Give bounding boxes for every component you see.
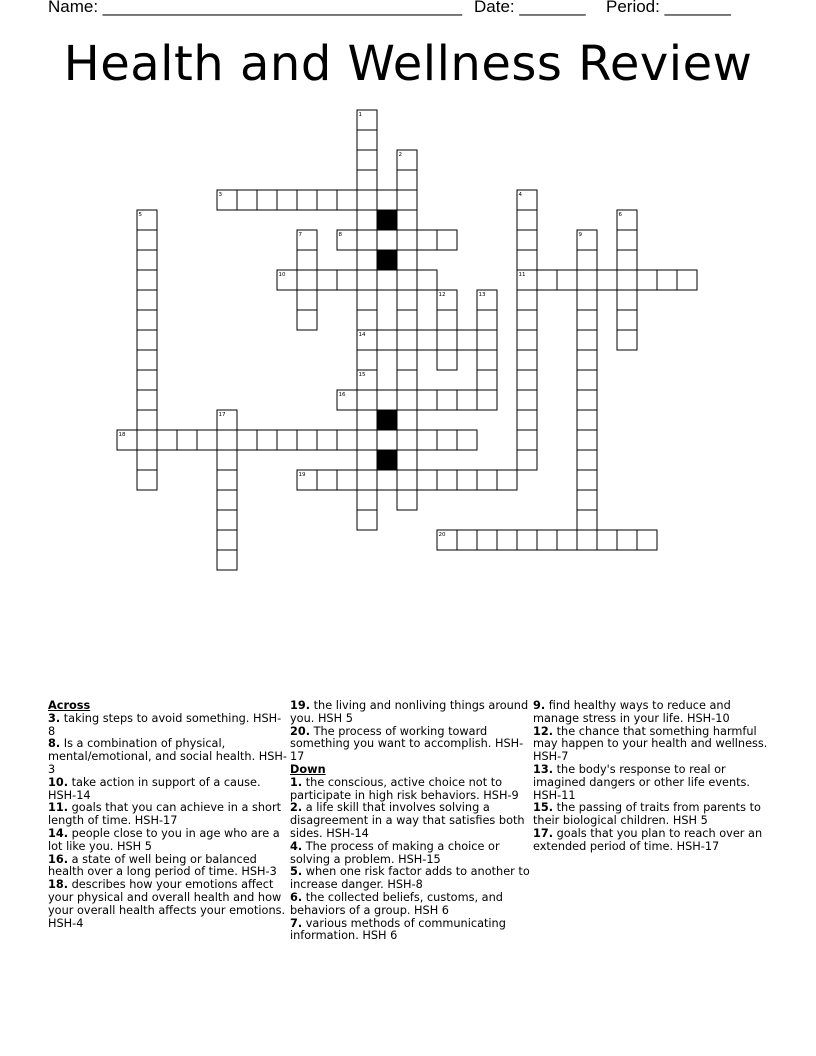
- grid-cell[interactable]: [517, 530, 537, 550]
- grid-cell[interactable]: [617, 230, 637, 250]
- grid-cell[interactable]: [297, 310, 317, 330]
- grid-cell[interactable]: [337, 270, 357, 290]
- grid-cell[interactable]: [357, 150, 377, 170]
- grid-cell[interactable]: [317, 270, 337, 290]
- grid-cell[interactable]: [297, 270, 317, 290]
- grid-cell[interactable]: [137, 270, 157, 290]
- grid-cell[interactable]: [317, 190, 337, 210]
- clue-num: 1.: [290, 775, 303, 789]
- grid-cell[interactable]: [617, 330, 637, 350]
- clue: [290, 777, 530, 803]
- grid-cell[interactable]: [357, 130, 377, 150]
- grid-cell[interactable]: [197, 430, 217, 450]
- grid-cell[interactable]: [337, 470, 357, 490]
- grid-cell[interactable]: [477, 370, 497, 390]
- grid-cell[interactable]: [577, 370, 597, 390]
- grid-cell[interactable]: [337, 430, 357, 450]
- clue: [48, 738, 288, 776]
- clue-text: the conscious, active choice not to participate in high risk behaviors. HSH-9: [290, 775, 519, 802]
- grid-cell[interactable]: [137, 390, 157, 410]
- grid-cell[interactable]: [357, 470, 377, 490]
- grid-cell[interactable]: [477, 310, 497, 330]
- clue-num: 2.: [290, 801, 303, 815]
- grid-cell[interactable]: [397, 350, 417, 370]
- clue: [533, 828, 773, 854]
- grid-cell[interactable]: [237, 430, 257, 450]
- grid-cell[interactable]: [557, 270, 577, 290]
- clue-text: people close to you in age who are a lot like you. HSH 5: [48, 826, 280, 853]
- grid-cell[interactable]: [377, 470, 397, 490]
- grid-cell[interactable]: [377, 330, 397, 350]
- clue-text: The process of making a choice or solving a problem. HSH-15: [290, 839, 500, 866]
- grid-cell[interactable]: [397, 310, 417, 330]
- clue-num: 10.: [48, 775, 69, 789]
- grid-cell[interactable]: [477, 530, 497, 550]
- clue-num: 4.: [290, 839, 303, 853]
- grid-cell[interactable]: [397, 250, 417, 270]
- grid-cell[interactable]: [357, 270, 377, 290]
- grid-cell[interactable]: [677, 270, 697, 290]
- grid-cell[interactable]: [357, 510, 377, 530]
- grid-cell[interactable]: [477, 350, 497, 370]
- grid-cell[interactable]: [357, 350, 377, 370]
- clue: [533, 700, 773, 726]
- clue-text: a state of well being or balanced health over a long period of time. HSH-3: [48, 852, 277, 879]
- clue-num: 11.: [48, 801, 69, 815]
- grid-cell[interactable]: [517, 290, 537, 310]
- grid-cell[interactable]: [217, 470, 237, 490]
- clues-column-2: [290, 700, 530, 943]
- clue: [48, 802, 288, 828]
- clue-num: 16.: [48, 852, 69, 866]
- grid-cell[interactable]: [217, 450, 237, 470]
- grid-cell[interactable]: [457, 330, 477, 350]
- date-field[interactable]: Date: _______: [474, 0, 586, 16]
- grid-cell[interactable]: [377, 270, 397, 290]
- grid-cell-shaded: [377, 250, 397, 270]
- clue: [290, 726, 530, 764]
- grid-cell[interactable]: [217, 550, 237, 570]
- grid-cell[interactable]: [577, 430, 597, 450]
- grid-cell[interactable]: [397, 470, 417, 490]
- grid-cell[interactable]: [137, 330, 157, 350]
- clue: [290, 892, 530, 918]
- grid-cell[interactable]: [557, 530, 577, 550]
- grid-cell[interactable]: [497, 470, 517, 490]
- clue-number: 8: [338, 232, 342, 238]
- grid-cell[interactable]: [457, 390, 477, 410]
- clue-text: the collected beliefs, customs, and behaviors of a group. HSH 6: [290, 890, 503, 917]
- grid-cell[interactable]: [517, 350, 537, 370]
- clue-num: 18.: [48, 878, 69, 892]
- clue: [290, 841, 530, 867]
- clue-number: 4: [518, 192, 522, 198]
- clue-text: goals that you can achieve in a short length of time. HSH-17: [48, 801, 282, 828]
- grid-cell[interactable]: [577, 410, 597, 430]
- grid-cell[interactable]: [357, 170, 377, 190]
- grid-cell-shaded: [377, 450, 397, 470]
- grid-cell[interactable]: [397, 390, 417, 410]
- grid-cell[interactable]: [397, 330, 417, 350]
- clue-number: 5: [138, 212, 142, 218]
- clue-text: the chance that something harmful may happen to your health and wellness. HSH-7: [533, 724, 768, 764]
- clue-number: 17: [218, 412, 226, 418]
- grid-cell[interactable]: [157, 430, 177, 450]
- clue-text: Is a combination of physical, mental/emotional, and social health. HSH-3: [48, 737, 287, 776]
- clue-text: the living and nonliving things around you. HSH 5: [290, 699, 529, 725]
- grid-cell[interactable]: [617, 270, 637, 290]
- grid-cell[interactable]: [477, 470, 497, 490]
- grid-cell[interactable]: [577, 390, 597, 410]
- grid-cell[interactable]: [577, 330, 597, 350]
- grid-cell[interactable]: [577, 510, 597, 530]
- name-field[interactable]: Name: ______________________________________: [48, 0, 463, 16]
- clue: [48, 713, 288, 739]
- grid-cell[interactable]: [517, 330, 537, 350]
- grid-cell[interactable]: [137, 310, 157, 330]
- grid-cell[interactable]: [397, 430, 417, 450]
- grid-cell[interactable]: [417, 230, 437, 250]
- grid-cell[interactable]: [397, 190, 417, 210]
- clue: [533, 726, 773, 764]
- grid-cell[interactable]: [577, 270, 597, 290]
- grid-cell[interactable]: [417, 270, 437, 290]
- grid-cell[interactable]: [397, 170, 417, 190]
- clue-text: The process of working toward something you want to accomplish. HSH-17: [290, 724, 524, 764]
- grid-cell[interactable]: [217, 430, 237, 450]
- clue-text: when one risk factor adds to another to increase danger. HSH-8: [290, 865, 530, 892]
- clue: [290, 866, 530, 892]
- clue: [290, 918, 530, 944]
- grid-cell[interactable]: [637, 270, 657, 290]
- clue: [533, 764, 773, 802]
- clue-number: 2: [398, 152, 402, 158]
- grid-cell[interactable]: [437, 350, 457, 370]
- clue-number: 6: [618, 212, 622, 218]
- grid-cell[interactable]: [217, 530, 237, 550]
- grid-cell[interactable]: [137, 430, 157, 450]
- clue-text: the passing of traits from parents to their biological children. HSH 5: [533, 801, 761, 828]
- grid-cell[interactable]: [357, 210, 377, 230]
- grid-cell[interactable]: [137, 290, 157, 310]
- grid-cell[interactable]: [357, 250, 377, 270]
- grid-cell[interactable]: [517, 370, 537, 390]
- grid-cell[interactable]: [357, 230, 377, 250]
- grid-cell[interactable]: [277, 190, 297, 210]
- clue-num: 20.: [290, 724, 311, 738]
- clue: [48, 828, 288, 854]
- grid-cell[interactable]: [617, 250, 637, 270]
- clue-num: 5.: [290, 865, 303, 879]
- grid-cell[interactable]: [417, 470, 437, 490]
- grid-cell[interactable]: [297, 430, 317, 450]
- page-title: Health and Wellness Review: [63, 36, 753, 92]
- grid-cell[interactable]: [517, 230, 537, 250]
- clue-number: 18: [118, 432, 126, 438]
- clues-column-1: [48, 700, 288, 930]
- grid-cell[interactable]: [657, 270, 677, 290]
- grid-cell[interactable]: [457, 530, 477, 550]
- grid-cell[interactable]: [357, 390, 377, 410]
- grid-cell[interactable]: [397, 210, 417, 230]
- grid-cell[interactable]: [577, 350, 597, 370]
- grid-cell[interactable]: [217, 510, 237, 530]
- clue-number: 16: [338, 392, 346, 398]
- grid-cell[interactable]: [297, 250, 317, 270]
- grid-cell[interactable]: [517, 210, 537, 230]
- grid-cell[interactable]: [517, 430, 537, 450]
- clue: [48, 854, 288, 880]
- grid-cell[interactable]: [417, 330, 437, 350]
- grid-cell[interactable]: [397, 290, 417, 310]
- grid-cell[interactable]: [297, 290, 317, 310]
- clue: [48, 879, 288, 930]
- grid-cell[interactable]: [437, 230, 457, 250]
- grid-cell[interactable]: [357, 490, 377, 510]
- grid-cell[interactable]: [257, 190, 277, 210]
- grid-cell[interactable]: [357, 450, 377, 470]
- grid-cell[interactable]: [217, 490, 237, 510]
- grid-cell[interactable]: [537, 530, 557, 550]
- grid-cell[interactable]: [397, 490, 417, 510]
- grid-cell[interactable]: [357, 410, 377, 430]
- clue-num: 8.: [48, 737, 61, 751]
- grid-cell[interactable]: [457, 470, 477, 490]
- grid-cell[interactable]: [517, 390, 537, 410]
- clue-number: 12: [438, 292, 446, 298]
- grid-cell[interactable]: [457, 430, 477, 450]
- grid-cell[interactable]: [137, 470, 157, 490]
- grid-cell[interactable]: [477, 390, 497, 410]
- grid-cell[interactable]: [237, 190, 257, 210]
- grid-cell[interactable]: [397, 270, 417, 290]
- grid-cell[interactable]: [137, 250, 157, 270]
- grid-cell[interactable]: [177, 430, 197, 450]
- grid-cell[interactable]: [577, 490, 597, 510]
- clue-num: 14.: [48, 826, 69, 840]
- grid-cell[interactable]: [577, 450, 597, 470]
- grid-cell[interactable]: [377, 430, 397, 450]
- grid-cell[interactable]: [277, 430, 297, 450]
- grid-cell[interactable]: [517, 450, 537, 470]
- clue-text: find healthy ways to reduce and manage stress in your life. HSH-10: [533, 699, 731, 725]
- grid-cell[interactable]: [477, 330, 497, 350]
- clue-number: 10: [278, 272, 286, 278]
- grid-cell[interactable]: [397, 230, 417, 250]
- grid-cell[interactable]: [497, 530, 517, 550]
- clue-num: 17.: [533, 826, 554, 840]
- grid-cell[interactable]: [577, 470, 597, 490]
- clue-text: goals that you plan to reach over an extended period of time. HSH-17: [533, 826, 763, 853]
- clue: [290, 700, 530, 726]
- grid-cell[interactable]: [517, 410, 537, 430]
- grid-cell[interactable]: [577, 530, 597, 550]
- clue-number: 3: [218, 192, 222, 198]
- grid-cell[interactable]: [397, 410, 417, 430]
- grid-cell[interactable]: [577, 290, 597, 310]
- clue: [290, 802, 530, 840]
- clue-num: 12.: [533, 724, 554, 738]
- clue-num: 7.: [290, 916, 303, 930]
- grid-cell[interactable]: [617, 290, 637, 310]
- clue-num: 3.: [48, 711, 61, 725]
- clue-num: 15.: [533, 801, 554, 815]
- grid-cell[interactable]: [577, 250, 597, 270]
- grid-cell[interactable]: [537, 270, 557, 290]
- clue-text: various methods of communicating information. HSH 6: [290, 916, 506, 943]
- clue-number: 13: [478, 292, 486, 298]
- grid-cell[interactable]: [137, 230, 157, 250]
- grid-cell-shaded: [377, 410, 397, 430]
- grid-cell-shaded: [377, 210, 397, 230]
- clue-num: 6.: [290, 890, 303, 904]
- clue-number: 20: [438, 532, 446, 538]
- grid-cell[interactable]: [617, 530, 637, 550]
- grid-cell[interactable]: [517, 310, 537, 330]
- grid-cell[interactable]: [137, 370, 157, 390]
- grid-cell[interactable]: [357, 190, 377, 210]
- grid-cell[interactable]: [377, 230, 397, 250]
- clue-text: a life skill that involves solving a disagreement in a way that satisfies both sides. HSH-14: [290, 801, 525, 840]
- clue-number: 1: [358, 112, 362, 118]
- grid-cell[interactable]: [417, 430, 437, 450]
- grid-cell[interactable]: [617, 310, 637, 330]
- clue-number: 14: [358, 332, 366, 338]
- clue-num: 13.: [533, 762, 554, 776]
- clues-heading: Across: [48, 699, 91, 712]
- grid-cell[interactable]: [597, 530, 617, 550]
- grid-cell[interactable]: [357, 430, 377, 450]
- grid-cell[interactable]: [437, 310, 457, 330]
- grid-cell[interactable]: [357, 290, 377, 310]
- clue-number: 7: [298, 232, 302, 238]
- clues-column-3: [533, 700, 773, 854]
- grid-cell[interactable]: [577, 310, 597, 330]
- grid-cell[interactable]: [597, 270, 617, 290]
- clue-num: 9.: [533, 699, 546, 712]
- grid-cell[interactable]: [297, 190, 317, 210]
- clue-text: taking steps to avoid something. HSH-8: [48, 711, 282, 738]
- grid-cell[interactable]: [397, 370, 417, 390]
- grid-cell[interactable]: [377, 390, 397, 410]
- grid-cell[interactable]: [437, 390, 457, 410]
- grid-cell[interactable]: [257, 430, 277, 450]
- grid-cell[interactable]: [137, 350, 157, 370]
- grid-cell[interactable]: [397, 450, 417, 470]
- clue-number: 15: [358, 372, 366, 378]
- clue-text: the body's response to real or imagined dangers or other life events. HSH-11: [533, 762, 751, 802]
- grid-cell[interactable]: [417, 390, 437, 410]
- clue: [48, 777, 288, 803]
- clue-number: 11: [518, 272, 526, 278]
- clue-number: 9: [578, 232, 582, 238]
- clue-num: 19.: [290, 699, 311, 712]
- grid-cell[interactable]: [437, 330, 457, 350]
- grid-cell[interactable]: [317, 470, 337, 490]
- grid-cell[interactable]: [377, 190, 397, 210]
- clue: [533, 802, 773, 828]
- grid-cell[interactable]: [357, 310, 377, 330]
- period-field[interactable]: Period: _______: [606, 0, 731, 16]
- clues-heading: Down: [290, 762, 326, 776]
- grid-cell[interactable]: [437, 430, 457, 450]
- clue-number: 19: [298, 472, 306, 478]
- grid-cell[interactable]: [517, 250, 537, 270]
- grid-cell[interactable]: [637, 530, 657, 550]
- grid-cell[interactable]: [317, 430, 337, 450]
- clue-text: take action in support of a cause. HSH-14: [48, 775, 261, 802]
- grid-cell[interactable]: [137, 410, 157, 430]
- grid-cell[interactable]: [437, 470, 457, 490]
- grid-cell[interactable]: [337, 190, 357, 210]
- clue-text: describes how your emotions affect your physical and overall health and how your overall health affects your emotions. HSH-4: [48, 878, 286, 930]
- grid-cell[interactable]: [137, 450, 157, 470]
